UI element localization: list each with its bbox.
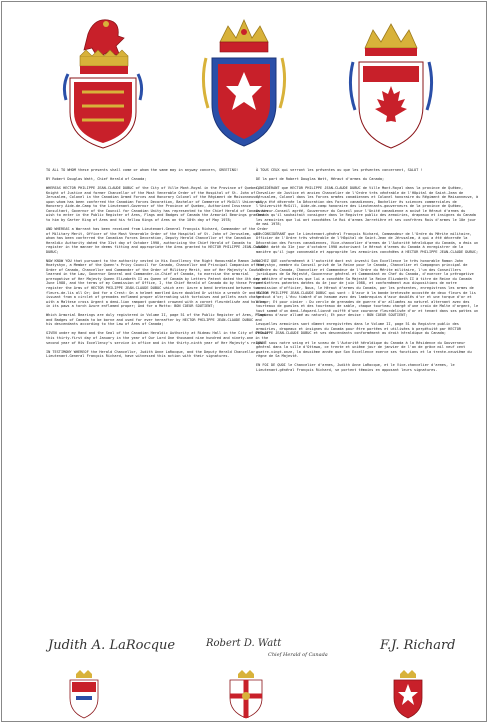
signature-middle-title: Chief Herald of Canada (268, 652, 328, 658)
fr-salutation: À TOUS CEUX qui verront les présentes ou que les présentes concernent, SALUT ! (256, 168, 423, 172)
royal-crest-emblem (58, 12, 148, 152)
signature-right: F.J. Richard (380, 638, 456, 653)
en-whereas-2: AND WHEREAS a Warrant has been received from Lieutenant-General François Richard, Commander of the Order of Military Merit, Officer of the Most Venerable Order of the Hospital of St. John of Jerusalem, upon whom has been conferred the Canadian Forces Decoration, Deputy Herald Chancellor of the Canadian Heraldic Authority dated the 31st day of October 1990, authorizing the Chief Herald of Canada to register in the manner he deems fitting and appropriate the Arms granted to HECTOR PHILIPPE JEAN-CLAUDE DUBUC; (46, 226, 269, 254)
en-by-line: BY Robert Douglas Watt, Chief Herald of Canada; (46, 177, 147, 182)
en-testimony: IN TESTIMONY WHEREOF the Herald Chancellor, Judith Anne LaRocque, and the Deputy Herald Chancellor, Lieutenant-General François Richard, have witnessed this action with their signatures. (46, 349, 258, 359)
signature-row (0, 638, 490, 668)
en-given: GIVEN under my Hand and the Seal of the Canadian Heraldic Authority at Rideau Hall in the City of Ottawa this thirty-first day of January in the year of Our Lord One thousand nine hundred and ninety-one in the second year of His Excellency's service in office and in the thirty-ninth year of Her Majesty's reign. (46, 331, 269, 345)
heraldic-authority-emblem (198, 12, 290, 152)
en-salutation: TO ALL TO WHOM these presents shall come or whom the same may in anyway concern, GREETING! (46, 168, 239, 172)
fr-testimony: EN FOI DE QUOI le Chancelier d'armes, Judith Anne LaRocque, et le Vice-chancelier d'armes, le Lieutenant-général François Richard, se portent témoins en apposant leurs signatures. (256, 363, 455, 372)
en-whereas-1: WHEREAS HECTOR PHILIPPE JEAN-CLAUDE DUBUC of the City of Ville Mont-Royal in the Province of Quebec, Knight of Justice and former Chancellor of the Most Venerable Order of the Hospital of St. John of Jerusalem, Colonel in the Canadian Armed Forces and Honorary Colonel of the Régiment de Maisonneuve, upon whom has been conferred the Canadian Forces Decoration, Bachelor of Commerce of McGill University, Honorary Aide-de-Camp to the Lieutenant-Governor of the Province of Quebec, Authorized Insurance Consultant, Governor of the Council for Canadian Unity has represented to the Chief Herald of Canada his wish to enter in the Public Register of Arms, Flags and Badges of Canada the Armorial Bearings granted to him by Garter King of Arms and his fellow Kings of Arms on the 10th day of May 1978; (46, 186, 269, 222)
fr-by-line: DE la part de Robert Douglas Watt, Héraut d'armes du Canada; (256, 177, 385, 182)
bottom-arms-row (0, 670, 490, 722)
fr-recorded: Lesquelles armoiries sont dûment enregistrées dans le Volume II, page 51 du Registre public des armoiries, drapeaux et insignes du Canada pour être portées et utilisées à perpétuité par HECTOR PHILIPPE JEAN-CLAUDE DUBUC et ses descendants conformément au droit héraldique du Canada; (256, 322, 461, 336)
chief-herald-arms-icon (224, 670, 268, 720)
fr-whereas-2: ET CONSIDÉRANT que le Lieutenant-général François Richard, Commandeur de l'Ordre du Mérite militaire, Officier de l'Ordre très vénérable de l'Hôpital de Saint-Jean de Jérusalem, à qui a été décernée la Décoration des Forces canadiennes, Vice-chancelier d'armes de l'Autorité héraldique du Canada, a émis un mandat daté du 31e jour d'octobre 1990 autorisant le Héraut d'armes du Canada à enregistrer de la manière qu'il juge convenable et appropriée les armoiries concédées à HECTOR PHILIPPE JEAN-CLAUDE DUBUC; (256, 231, 479, 254)
en-know-ye: NOW KNOW YOU that pursuant to the authority vested in His Excellency the Right Honourable Ramon John Hnatyshyn, a Member of the Queen's Privy Council for Canada, Chancellor and Principal Companion of the Order of Canada, Chancellor and Commander of the Order of Military Merit, one of Her Majesty's Counsel learned in the Law, Governor General and Commander-in-Chief of Canada, to exercise the armorial prerogative of Her Majesty Queen Elizabeth II as Queen of Canada by Letters Patent dated the 4th day of June 1988, and the terms of my Commission of Office, I, the Chief Herald of Canada do by these Presents register the Arms of HECTOR PHILIPPE JEAN-CLAUDE DUBUC which are: Azure a bend bretessed between two fleurs-de-lis all Or; And for a Crest: On a helmet mantled Azure doubled Or within a wreath Or and Azure issuant from a circlet of grenades enflamed proper alternating with tortoises and pellets each charged with a Maltese cross Argent a demi-lion rampant guardant crowned with a cornet fleurdelisée and holding in its paws a torch Azure enflamed proper; And for a Motto: BON COEUR SOUTIENT; (46, 258, 269, 309)
signature-left: Judith A. LaRocque (48, 638, 176, 653)
herald-chancellor-arms-icon (64, 670, 104, 720)
en-recorded: Which Armorial Bearings are duly registered in Volume II, page 51 of the Public Register of Arms, Flags and Badges of Canada to be borne and used for ever hereafter by HECTOR PHILIPPE JEAN-CLAUDE DUBUC and his descendants according to the Law of Arms of Canada; (46, 313, 266, 327)
signature-middle: Robert D. Watt (206, 638, 282, 649)
english-text-column (46, 168, 270, 363)
fr-know-ye: SACHEZ QUE conformément à l'autorité dont est investi Son Excellence le très honorable Ramon John Hnatyshyn, membre du Conseil privé de la Reine pour le Canada, Chancelier et Compagnon principal de l'Ordre du Canada, Chancelier et Commandeur de l'Ordre du Mérite militaire, l'un des Conseillers juridiques de Sa Majesté, Gouverneur général et Commandant en Chef du Canada, d'exercer la prérogative en matière d'armoiries que lui a concédée Sa Majesté la Reine Elizabeth II à titre de Reine du Canada par lettres patentes datées du 4e jour de juin 1988, et conformément aux dispositions de notre commission d'officier, Nous, le Héraut d'armes du Canada, par les présentes, enregistrons les armes de HECTOR PHILIPPE JEAN-CLAUDE DUBUC qui sont : D'azur à la bande bretessée accostée de deux fleurs de lis le tout d'or; L'écu timbré d'un heaume avec des lambrequins d'azur doublés d'or et une torque d'or et d'azur; Et pour cimier : Du cercle de grenades de guerre d'or allumées au naturel alternant avec des tourteaux de gueules et des tourteaux de sable, chaque tourteau chargé d'une croix de Malte d'argent, le tout sommé d'un demi-léopard-lionné coiffé d'une couronne fleurdelisée d'or et tenant dans ses pattes un flambeau d'azur allumé au naturel; Et pour devise : BON COEUR SOUTIENT; (256, 258, 479, 318)
fr-whereas-1: CONSIDÉRANT que HECTOR PHILIPPE JEAN-CLAUDE DUBUC de Ville Mont-Royal dans la province de Québec, Chevalier de Justice et ancien Chancelier de l'Ordre très vénérable de l'Hôpital de Saint-Jean de Jérusalem, Colonel dans les Forces armées canadiennes et Colonel honoraire du Régiment de Maisonneuve, à qui a été décernée la Décoration des Forces canadiennes, Bachelier ès sciences commerciales de l'Université McGill, Aide-de-camp honoraire des Lieutenants-gouverneurs de la province de Québec, Assureur-Conseil agréé, Gouverneur du Conseil pour l'Unité canadienne a avisé le Héraut d'armes du Canada qu'il souhaitait consigner dans le Registre public des armoiries, drapeaux et insignes du Canada les armoiries que lui ont concédées le Roi d'armes Jarretière et ses confrères Rois d'armes le 10e jour de mai 1978; (256, 186, 479, 227)
header-emblems (0, 12, 490, 162)
fr-given: DONNÉ sous notre seing et le sceau de l'Autorité héraldique du Canada à la Résidence du Gouverneur général dans la ville d'Ottawa, ce trente et unième jour de janvier de l'an de grâce mil neuf cent quatre-vingt-onze, la deuxième année que Son Excellence exerce ses fonctions et la trente-neuvième du règne de Sa Majesté. (256, 340, 472, 359)
maple-leaf-crest-emblem (345, 12, 437, 152)
deputy-herald-chancellor-arms-icon (388, 670, 428, 720)
french-text-column (256, 168, 480, 377)
